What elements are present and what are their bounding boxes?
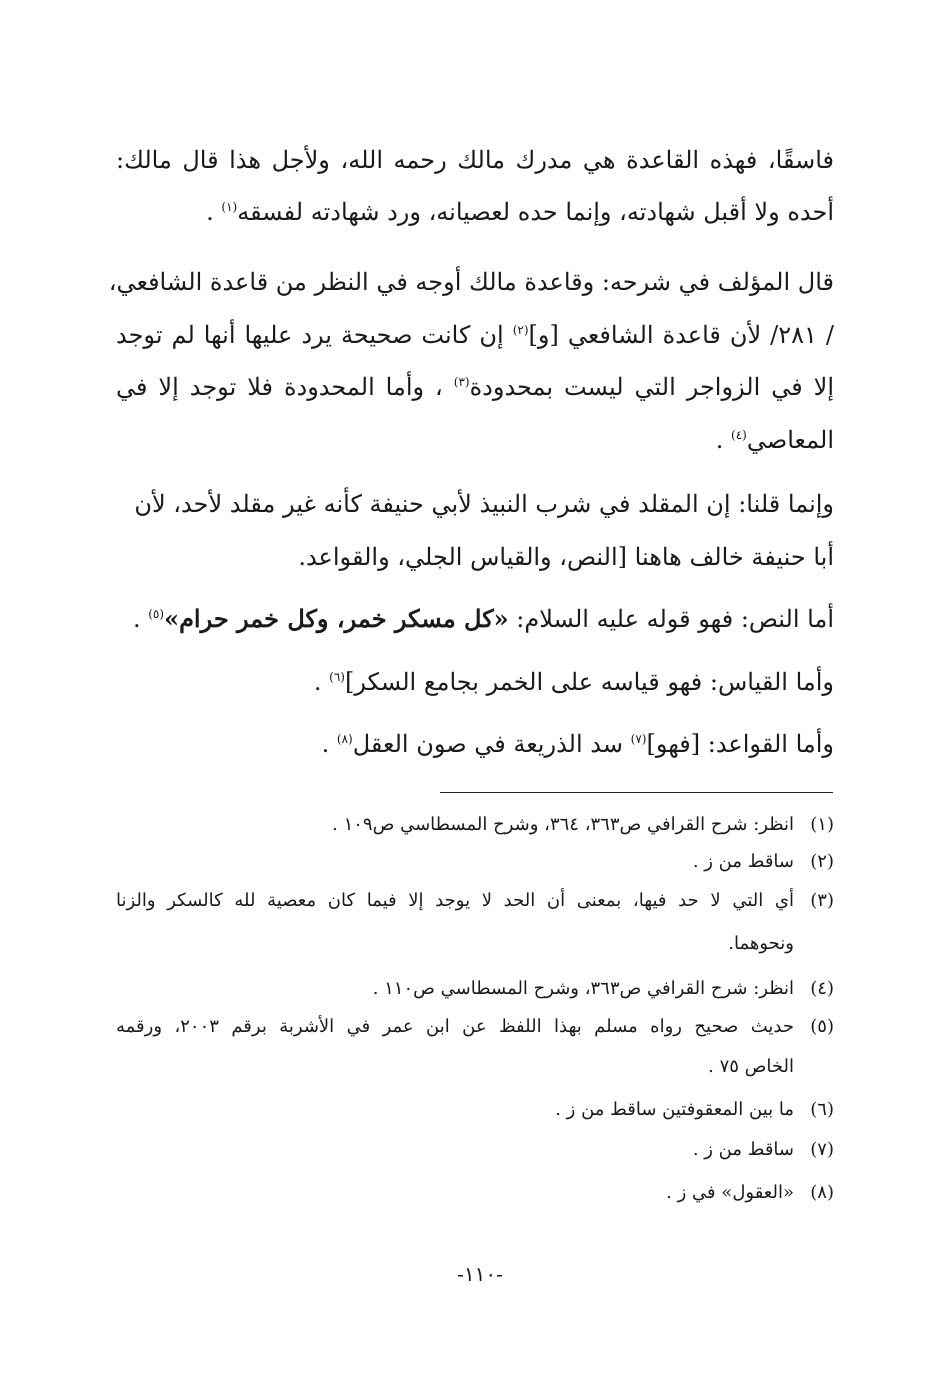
footnote: (٣)أي التي لا حد فيها، بمعنى أن الحد لا يوجد إلا فيما كان معصية لله كالسكر والزنا (116, 890, 834, 911)
footnote: (٧)ساقط من ز . (692, 1139, 834, 1160)
page-number: -١١٠- (457, 1262, 503, 1286)
footnote-ref: (٤) (731, 428, 747, 442)
footnote: (٦)ما بين المعقوفتين ساقط من ز . (555, 1099, 834, 1120)
body-line: فاسقًا، فهذه القاعدة هي مدرك مالك رحمه الله، ولأجل هذا قال مالك: (116, 146, 834, 174)
footnote: (٢)ساقط من ز . (692, 851, 834, 872)
body-line: قال المؤلف في شرحه: وقاعدة مالك أوجه في النظر من قاعدة الشافعي، (108, 268, 834, 296)
footnote-ref: (٧) (630, 732, 647, 746)
body-line: وإنما قلنا: إن المقلد في شرب النبيذ لأبي حنيفة كأنه غير مقلد لأحد، لأن (134, 490, 834, 518)
body-line: المعاصي$^{(٤)}$ . (715, 426, 834, 454)
footnote-ref: (٣) (453, 375, 470, 389)
footnote: (٨)«العقول» في ز . (666, 1182, 834, 1203)
footnote: (٤)انظر: شرح القرافي ص٣٦٣، وشرح المسطاسي ص١١٠ . (372, 978, 834, 999)
footnote-ref: (٨) (336, 732, 353, 746)
footnote-continuation: الخاص ٧٥ . (708, 1056, 794, 1077)
body-line: أحده ولا أقبل شهادته، وإنما حده لعصيانه، ورد شهادته لفسقه$^{(١)}$ . (206, 198, 834, 226)
footnote: (١)انظر: شرح القرافي ص٣٦٣، ٣٦٤، وشرح المسطاسي ص١٠٩ . (332, 814, 834, 835)
footnote-ref: (١) (221, 200, 238, 214)
footnote-ref: (٦) (329, 670, 345, 684)
body-line: إلا في الزواجر التي ليست بمحدودة$^{(٣)}$ ، وأما المحدودة فلا توجد إلا في (116, 373, 834, 401)
body-line: وأما القياس: فهو قياسه على الخمر بجامع السكر]$^{(٦)}$ . (313, 668, 834, 696)
footnote: (٥)حديث صحيح رواه مسلم بهذا اللفظ عن ابن عمر في الأشربة برقم ٢٠٠٣، ورقمه (116, 1016, 834, 1037)
hadith-quote: «كل مسكر خمر، وكل خمر حرام» (164, 604, 509, 633)
body-line: وأما القواعد: [فهو]$^{(٧)}$ سد الذريعة في صون العقل$^{(٨)}$ . (321, 730, 834, 758)
body-line: أما النص: فهو قوله عليه السلام: «كل مسكر خمر، وكل خمر حرام»$^{(٥)}$ . (132, 604, 834, 633)
footnote-ref: (٢) (512, 323, 529, 337)
footnote-ref: (٥) (148, 607, 165, 621)
footnote-continuation: ونحوهما. (728, 933, 794, 954)
body-line: / ٢٨١/ لأن قاعدة الشافعي [و]$^{(٢)}$ إن كانت صحيحة يرد عليها أنها لم توجد (116, 321, 834, 349)
body-line: أبا حنيفة خالف هاهنا [النص، والقياس الجلي، والقواعد. (298, 543, 834, 571)
footnote-separator (440, 792, 833, 793)
